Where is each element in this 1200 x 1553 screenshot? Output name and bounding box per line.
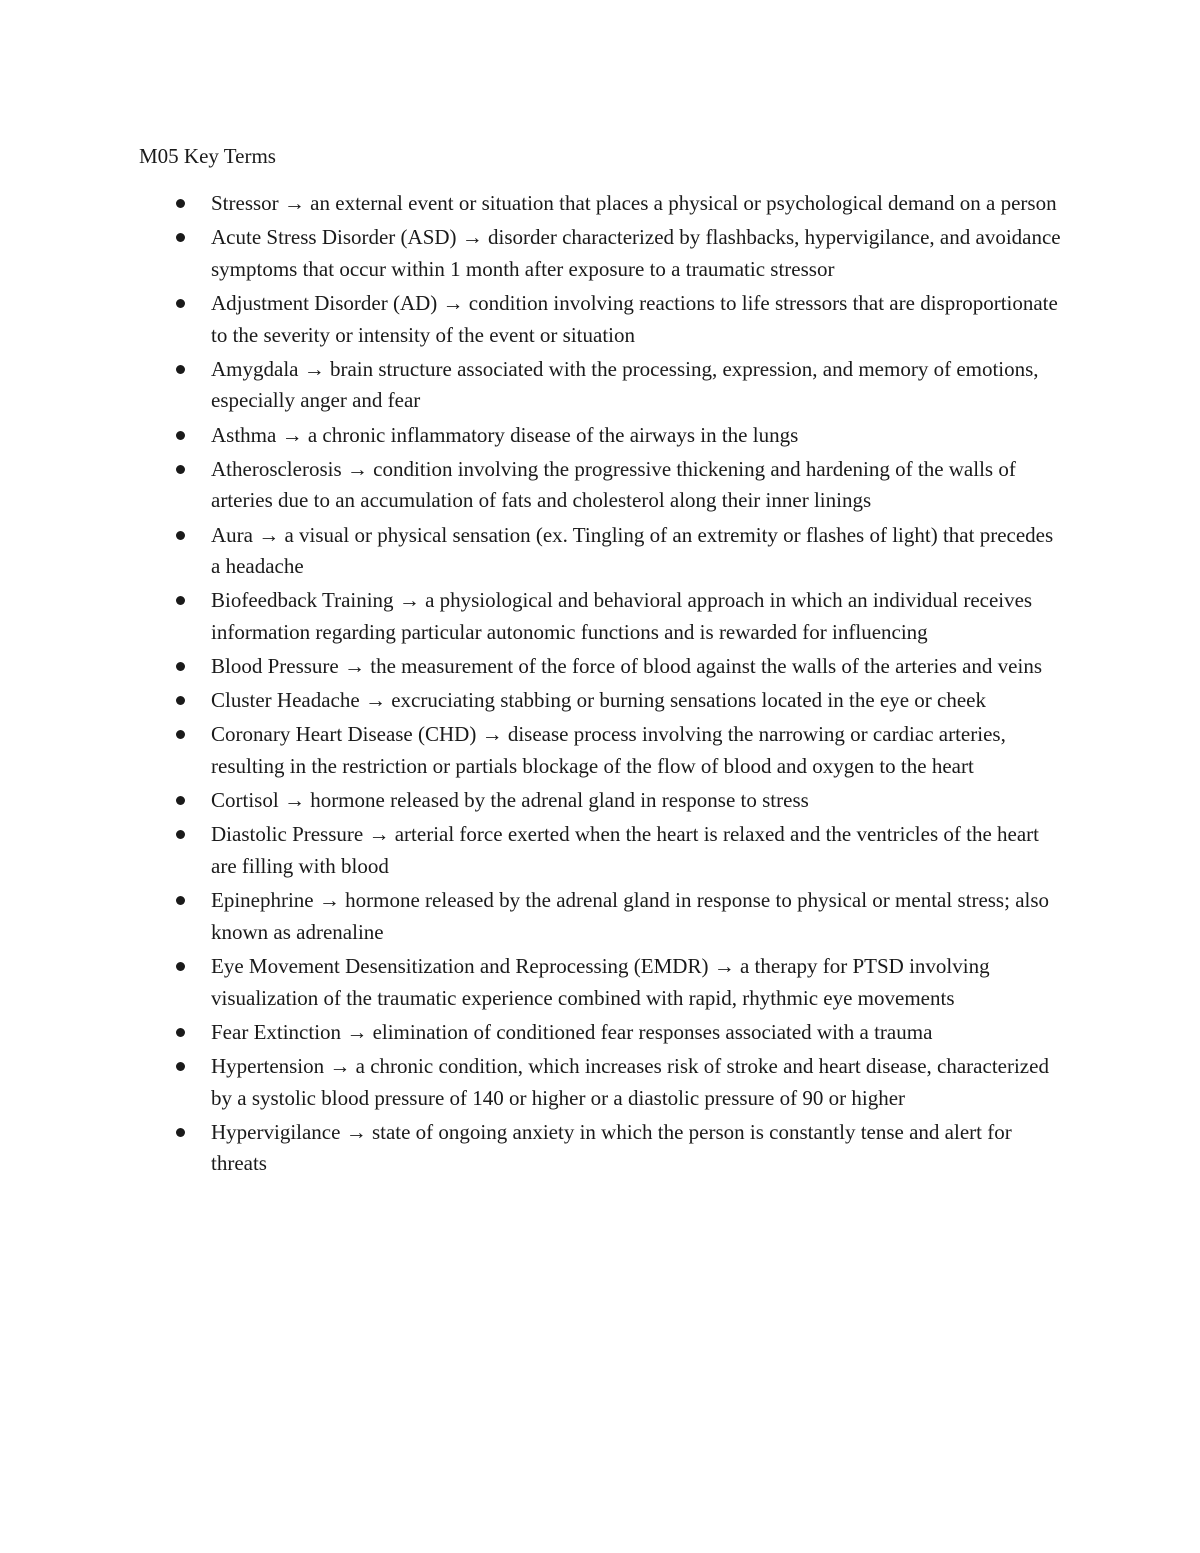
list-item (0, 651, 1061, 683)
bullet-icon (176, 696, 185, 705)
list-item (0, 1051, 1061, 1114)
term-name: Asthma (211, 422, 277, 447)
list-item (0, 951, 1061, 1014)
bullet-icon (176, 1062, 185, 1071)
term-name: Biofeedback Training (211, 588, 394, 613)
list-item (0, 354, 1061, 417)
term-definition: a chronic inflammatory disease of the airways in the lungs (307, 422, 799, 447)
key-terms-list (0, 188, 1200, 1183)
list-item (0, 819, 1061, 882)
list-item (0, 585, 1061, 648)
arrow-icon: → (346, 1019, 373, 1044)
list-item (0, 685, 1061, 717)
bullet-icon (176, 465, 185, 474)
bullet-icon (176, 796, 185, 805)
bullet-icon (176, 596, 185, 605)
term-definition: a chronic condition, which increases risk of stroke and heart disease, characterized by a systolic blood pressure of 140 or higher or a diastolic pressure of 90 or higher (211, 1053, 1049, 1110)
arrow-icon: → (345, 1119, 372, 1144)
bullet-icon (176, 662, 185, 671)
term-definition: disorder characterized by flashbacks, hypervigilance, and avoidance symptoms that occur within 1 month after exposure to a traumatic stressor (211, 225, 1061, 281)
term-name: Hypervigilance (211, 1119, 341, 1144)
list-item (0, 885, 1061, 948)
term-definition: a physiological and behavioral approach in which an individual receives information regarding particular autonomic functions and is rewarded for influencing (211, 588, 1033, 644)
bullet-icon (176, 896, 185, 905)
term-name: Hypertension (211, 1053, 325, 1078)
term-name: Atherosclerosis (211, 456, 342, 481)
bullet-icon (176, 531, 185, 540)
arrow-icon: → (713, 953, 740, 978)
term-definition: an external event or situation that places a physical or psychological demand on a person (310, 191, 1057, 215)
term-name: Diastolic Pressure (211, 822, 364, 847)
term-definition: brain structure associated with the processing, expression, and memory of emotions, especially anger and fear (211, 356, 1039, 413)
list-item (0, 420, 1061, 452)
arrow-icon: → (481, 722, 508, 747)
list-item (0, 188, 1061, 220)
list-item (0, 719, 1061, 782)
bullet-icon (176, 431, 185, 440)
term-name: Epinephrine (211, 888, 314, 913)
bullet-icon (176, 299, 185, 308)
term-name: Amygdala (211, 356, 299, 381)
bullet-icon (176, 730, 185, 739)
term-name: Cortisol (211, 788, 279, 813)
list-item (0, 288, 1061, 351)
term-definition: disease process involving the narrowing or cardiac arteries, resulting in the restriction or partials blockage of the flow of blood and oxygen to the heart (211, 722, 1006, 779)
bullet-icon (176, 365, 185, 374)
term-definition: hormone released by the adrenal gland in response to stress (310, 788, 809, 813)
list-item (0, 1017, 1061, 1049)
term-name: Coronary Heart Disease (CHD) (211, 722, 477, 747)
arrow-icon: → (281, 422, 308, 447)
arrow-icon: → (368, 822, 395, 847)
term-definition: the measurement of the force of blood against the walls of the arteries and veins (370, 654, 1043, 679)
list-item (0, 1117, 1061, 1180)
term-definition: elimination of conditioned fear responses associated with a trauma (372, 1019, 933, 1044)
term-definition: hormone released by the adrenal gland in response to physical or mental stress; also known as adrenaline (211, 888, 1050, 944)
bullet-icon (176, 1028, 185, 1037)
arrow-icon: → (318, 888, 346, 913)
term-name: Adjustment Disorder (AD) (211, 290, 438, 315)
arrow-icon: → (283, 191, 311, 215)
term-name: Blood Pressure (211, 654, 339, 679)
document-title: M05 Key Terms (139, 144, 276, 168)
term-name: Eye Movement Desensitization and Reprocessing (EMDR) (211, 953, 709, 978)
list-item (0, 785, 1061, 817)
bullet-icon (176, 233, 185, 242)
bullet-icon (176, 962, 185, 971)
term-definition: a therapy for PTSD involving visualization of the traumatic experience combined with rapid, rhythmic eye movements (211, 953, 990, 1010)
arrow-icon: → (283, 788, 311, 813)
term-definition: condition involving reactions to life stressors that are disproportionate to the severity or intensity of the event or situation (211, 290, 1058, 347)
term-name: Stressor (211, 191, 279, 215)
list-item (0, 520, 1061, 583)
term-name: Acute Stress Disorder (ASD) (211, 225, 457, 250)
list-item (0, 222, 1061, 285)
term-name: Cluster Headache (211, 688, 360, 713)
term-definition: condition involving the progressive thickening and hardening of the walls of arteries due to an accumulation of fats and cholesterol along their inner linings (211, 456, 1016, 513)
arrow-icon: → (364, 688, 392, 713)
term-definition: state of ongoing anxiety in which the person is constantly tense and alert for threats (211, 1119, 1012, 1176)
arrow-icon: → (303, 356, 330, 381)
arrow-icon: → (329, 1053, 356, 1078)
term-name: Fear Extinction (211, 1019, 342, 1044)
term-definition: a visual or physical sensation (ex. Tingling of an extremity or flashes of light) that precedes a headache (211, 522, 1054, 579)
arrow-icon: → (344, 654, 371, 679)
bullet-icon (176, 1128, 185, 1137)
arrow-icon: → (442, 290, 469, 315)
term-definition: arterial force exerted when the heart is relaxed and the ventricles of the heart are filling with blood (211, 822, 1039, 878)
list-item (0, 454, 1061, 517)
bullet-icon (176, 199, 185, 208)
arrow-icon: → (461, 225, 489, 250)
term-name: Aura (211, 522, 253, 547)
arrow-icon: → (258, 522, 285, 547)
arrow-icon: → (398, 588, 426, 613)
bullet-icon (176, 830, 185, 839)
term-definition: excruciating stabbing or burning sensations located in the eye or cheek (391, 688, 986, 713)
arrow-icon: → (346, 456, 374, 481)
